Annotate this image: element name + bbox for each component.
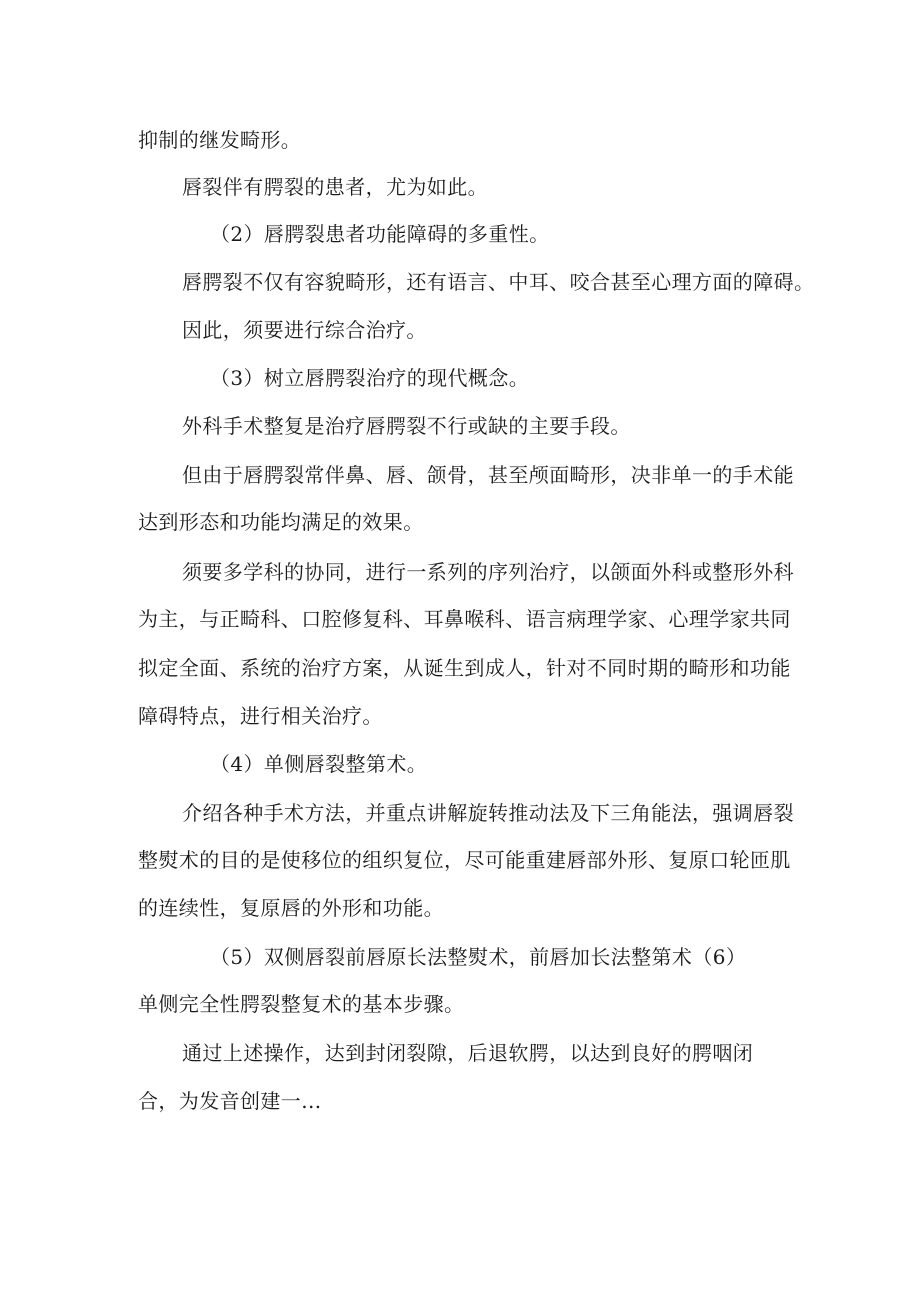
- text-line-1: 抑制的继发畸形。: [138, 128, 302, 152]
- text-line-4: 唇腭裂不仅有容貌畸形，还有语言、中耳、咬合甚至心理方面的障碍。: [182, 270, 815, 294]
- text-line-19: 单侧完全性腭裂整复术的基本步骤。: [138, 992, 465, 1016]
- section-heading-2: （2）唇腭裂患者功能障碍的多重性。: [210, 222, 550, 246]
- text-line-20: 通过上述操作，达到封闭裂隙，后退软腭，以达到良好的腭咽闭: [182, 1041, 754, 1065]
- text-line-8: 但由于唇腭裂常伴鼻、唇、颌骨，甚至颅面畸形，决非单一的手术能: [182, 463, 794, 487]
- section-heading-3: （3）树立唇腭裂治疗的现代概念。: [210, 366, 530, 390]
- text-line-12: 拟定全面、系统的治疗方案，从诞生到成人，针对不同时期的畸形和功能: [138, 656, 791, 680]
- text-line-15: 介绍各种手术方法，并重点讲解旋转推动法及下三角能法，强调唇裂: [182, 801, 794, 825]
- text-line-2: 唇裂伴有腭裂的患者，尤为如此。: [182, 175, 488, 199]
- text-line-5: 因此，须要进行综合治疗。: [182, 318, 427, 342]
- text-line-21: 合，为发音创建一...: [138, 1089, 322, 1113]
- text-line-9: 达到形态和功能均满足的效果。: [138, 510, 424, 534]
- text-line-7: 外科手术整复是治疗唇腭裂不行或缺的主要手段。: [182, 414, 631, 438]
- text-line-17: 的连续性，复原唇的外形和功能。: [138, 896, 444, 920]
- text-line-16: 整熨术的目的是使移位的组织复位，尽可能重建唇部外形、复原口轮匝肌: [138, 848, 791, 872]
- text-line-10: 须要多学科的协同，进行一系列的序列治疗，以颌面外科或整形外科: [182, 560, 794, 584]
- section-heading-4: （4）单侧唇裂整第术。: [210, 752, 428, 776]
- text-line-13: 障碍特点，进行相关治疗。: [138, 704, 383, 728]
- section-heading-5: （5）双侧唇裂前唇原长法整熨术，前唇加长法整第术（6）: [210, 945, 747, 969]
- text-line-11: 为主，与正畸科、口腔修复科、耳鼻喉科、语言病理学家、心理学家共同: [138, 607, 791, 631]
